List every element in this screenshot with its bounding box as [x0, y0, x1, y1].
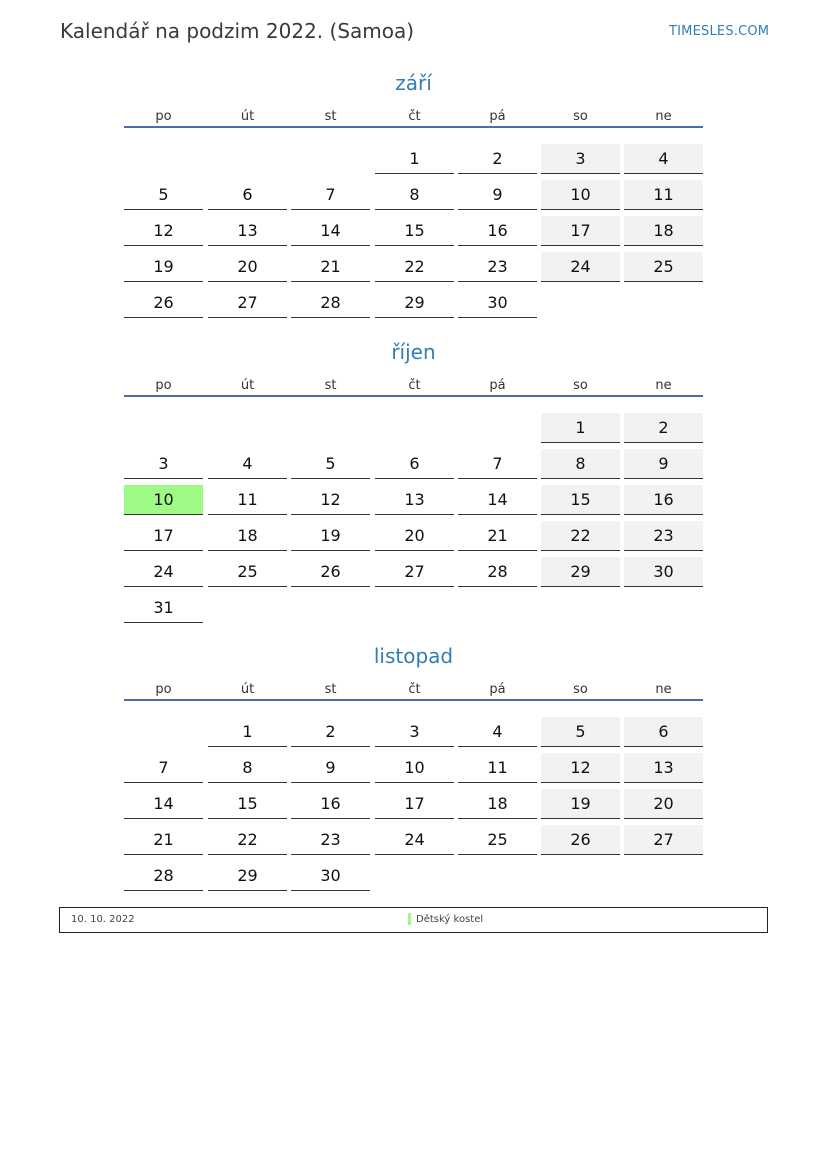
weekday-label: po: [155, 378, 172, 393]
day-cell: 18: [208, 521, 287, 551]
day-cell: 4: [624, 144, 703, 174]
day-cell: 13: [208, 216, 287, 246]
day-cell: 2: [624, 413, 703, 443]
day-cell: 26: [291, 557, 370, 587]
day-cell: 24: [124, 557, 203, 587]
weekday-label: so: [573, 109, 588, 124]
day-cell: 16: [458, 216, 537, 246]
day-cell: 12: [541, 753, 620, 783]
day-cell: 25: [208, 557, 287, 587]
day-cell: 30: [291, 861, 370, 891]
day-cell: 11: [208, 485, 287, 515]
legend-holiday-name: Dětský kostel: [416, 914, 484, 925]
day-cell: 29: [375, 288, 454, 318]
day-cell: 1: [208, 717, 287, 747]
day-cell: 15: [208, 789, 287, 819]
day-cell: 14: [291, 216, 370, 246]
day-cell: 5: [541, 717, 620, 747]
day-cell: 17: [541, 216, 620, 246]
weekday-label: po: [155, 109, 172, 124]
day-cell: 19: [124, 252, 203, 282]
day-cell: 24: [541, 252, 620, 282]
day-cell: 23: [624, 521, 703, 551]
day-cell: 8: [208, 753, 287, 783]
day-cell: 15: [541, 485, 620, 515]
day-cell: 10: [124, 485, 203, 515]
weekday-label: so: [573, 378, 588, 393]
day-cell: 29: [208, 861, 287, 891]
weekday-label: út: [240, 682, 255, 697]
day-cell: 18: [624, 216, 703, 246]
weekday-label: čt: [408, 378, 421, 393]
day-cell: 7: [124, 753, 203, 783]
day-cell: 11: [624, 180, 703, 210]
day-cell: 1: [541, 413, 620, 443]
weekday-label: pá: [489, 109, 506, 124]
day-cell: 25: [458, 825, 537, 855]
day-cell: 17: [375, 789, 454, 819]
day-cell: 6: [375, 449, 454, 479]
day-cell: 11: [458, 753, 537, 783]
day-cell: 16: [291, 789, 370, 819]
day-cell: 22: [375, 252, 454, 282]
day-cell: 25: [624, 252, 703, 282]
weekday-label: čt: [408, 109, 421, 124]
day-cell: 2: [291, 717, 370, 747]
day-cell: 21: [124, 825, 203, 855]
day-cell: 10: [541, 180, 620, 210]
day-cell: 27: [208, 288, 287, 318]
day-cell: 5: [291, 449, 370, 479]
day-cell: 29: [541, 557, 620, 587]
day-cell: 24: [375, 825, 454, 855]
day-cell: 3: [124, 449, 203, 479]
day-cell: 19: [541, 789, 620, 819]
day-cell: 27: [624, 825, 703, 855]
weekday-label: so: [573, 682, 588, 697]
day-cell: 13: [375, 485, 454, 515]
weekday-label: ne: [655, 378, 672, 393]
day-cell: 30: [458, 288, 537, 318]
day-cell: 22: [541, 521, 620, 551]
day-cell: 8: [375, 180, 454, 210]
day-cell: 9: [291, 753, 370, 783]
weekday-label: ne: [655, 109, 672, 124]
weekday-label: ne: [655, 682, 672, 697]
day-cell: 26: [541, 825, 620, 855]
day-cell: 7: [458, 449, 537, 479]
weekday-label: po: [155, 682, 172, 697]
day-cell: 30: [624, 557, 703, 587]
day-cell: 8: [541, 449, 620, 479]
weekday-label: pá: [489, 682, 506, 697]
page-title: Kalendář na podzim 2022. (Samoa): [60, 19, 415, 43]
day-cell: 9: [624, 449, 703, 479]
day-cell: 15: [375, 216, 454, 246]
day-cell: 3: [541, 144, 620, 174]
day-cell: 16: [624, 485, 703, 515]
day-cell: 20: [375, 521, 454, 551]
month-title: listopad: [373, 644, 454, 668]
weekday-label: pá: [489, 378, 506, 393]
day-cell: 14: [458, 485, 537, 515]
weekday-label: st: [324, 378, 337, 393]
day-cell: 4: [458, 717, 537, 747]
month-title: říjen: [391, 340, 436, 364]
day-cell: 6: [624, 717, 703, 747]
day-cell: 18: [458, 789, 537, 819]
day-cell: 12: [124, 216, 203, 246]
day-cell: 28: [291, 288, 370, 318]
day-cell: 21: [291, 252, 370, 282]
day-cell: 20: [208, 252, 287, 282]
header-divider: [124, 395, 703, 397]
day-cell: 1: [375, 144, 454, 174]
day-cell: 12: [291, 485, 370, 515]
day-cell: 5: [124, 180, 203, 210]
day-cell: 6: [208, 180, 287, 210]
legend-date: 10. 10. 2022: [71, 914, 135, 925]
day-cell: 7: [291, 180, 370, 210]
day-cell: 14: [124, 789, 203, 819]
day-cell: 20: [624, 789, 703, 819]
day-cell: 2: [458, 144, 537, 174]
day-cell: 27: [375, 557, 454, 587]
day-cell: 23: [291, 825, 370, 855]
day-cell: 31: [124, 593, 203, 623]
site-link[interactable]: TIMESLES.COM: [669, 24, 770, 39]
legend-color-swatch: [408, 913, 411, 925]
header-divider: [124, 126, 703, 128]
month-title: září: [395, 71, 432, 95]
day-cell: 28: [124, 861, 203, 891]
day-cell: 17: [124, 521, 203, 551]
weekday-label: st: [324, 109, 337, 124]
weekday-label: út: [240, 109, 255, 124]
holiday-legend: [59, 907, 768, 933]
day-cell: 28: [458, 557, 537, 587]
weekday-header: [124, 680, 703, 700]
day-cell: 13: [624, 753, 703, 783]
day-cell: 23: [458, 252, 537, 282]
header-divider: [124, 699, 703, 701]
day-cell: 22: [208, 825, 287, 855]
day-cell: 10: [375, 753, 454, 783]
day-cell: 4: [208, 449, 287, 479]
day-cell: 9: [458, 180, 537, 210]
weekday-header: [124, 107, 703, 127]
weekday-label: út: [240, 378, 255, 393]
weekday-header: [124, 376, 703, 396]
weekday-label: čt: [408, 682, 421, 697]
day-cell: 26: [124, 288, 203, 318]
day-cell: 19: [291, 521, 370, 551]
day-cell: 3: [375, 717, 454, 747]
weekday-label: st: [324, 682, 337, 697]
day-cell: 21: [458, 521, 537, 551]
